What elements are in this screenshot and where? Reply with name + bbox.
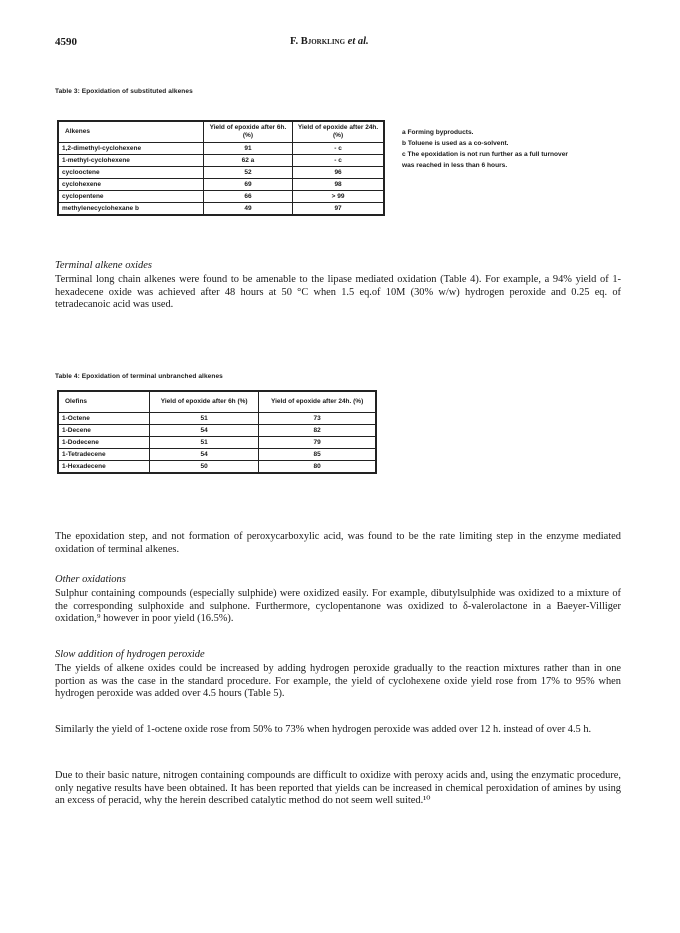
table-row bbox=[58, 179, 384, 191]
table-row bbox=[58, 191, 384, 203]
table3-cell-name: cyclopentene bbox=[58, 191, 203, 203]
table4-cell-y24: 73 bbox=[259, 413, 376, 425]
table3 bbox=[57, 120, 385, 216]
table4-col-olefins: Olefins bbox=[58, 391, 150, 413]
table-row bbox=[58, 143, 384, 155]
table-row bbox=[58, 167, 384, 179]
footnote-c: c The epoxidation is not run further as a full turnover was reached in less than 6 hours. bbox=[402, 151, 568, 169]
table4-header-row bbox=[58, 391, 376, 413]
table4-cell-y6: 51 bbox=[150, 413, 259, 425]
running-header bbox=[290, 36, 369, 47]
footnote-a: a Forming byproducts. bbox=[402, 129, 474, 136]
heading-terminal-alkene-oxides: Terminal alkene oxides bbox=[55, 260, 153, 271]
table4-cell-y6: 54 bbox=[150, 449, 259, 461]
table4-cell-y24: 79 bbox=[259, 437, 376, 449]
table3-caption: Table 3: Epoxidation of substituted alkenes bbox=[55, 88, 193, 95]
table3-footnotes bbox=[402, 127, 572, 171]
paragraph-slow-addition: The yields of alkene oxides could be increased by adding hydrogen peroxide gradually to the reaction mixtures rather than in one portion as was the case in the standard procedure. For example, the yield of cyclohexene oxide yield rose from 17% to 95% when hydrogen peroxide was added over 4.5 hours (Table 5). bbox=[55, 663, 621, 700]
paragraph-rate-limiting: The epoxidation step, and not formation of peroxycarboxylic acid, was found to be the rate limiting step in the enzyme mediated oxidation of terminal alkenes. bbox=[55, 531, 621, 555]
table-row bbox=[58, 425, 376, 437]
table3-col-yield-24h: Yield of epoxide after 24h. (%) bbox=[293, 121, 384, 143]
footnote-b: b Toluene is used as a co-solvent. bbox=[402, 140, 509, 147]
table4-cell-name: 1-Dodecene bbox=[58, 437, 150, 449]
et-al: et al. bbox=[347, 36, 369, 47]
table-row bbox=[58, 437, 376, 449]
paragraph-nitrogen-compounds: Due to their basic nature, nitrogen containing compounds are difficult to oxidize with peroxy acids and, using the enzymatic procedure, only negative results have been obtained. It has been reported that yields can be increased in chemical peroxidation of amines by using an excess of peracid, why the herein described catalytic method do not seem well suited.¹⁰ bbox=[55, 770, 621, 807]
table3-cell-name: cyclohexene bbox=[58, 179, 203, 191]
table3-cell-y6: 62 a bbox=[203, 155, 292, 167]
table4-col-yield-24h: Yield of epoxide after 24h. (%) bbox=[259, 391, 376, 413]
table-row bbox=[58, 413, 376, 425]
table4-cell-y24: 85 bbox=[259, 449, 376, 461]
table-row bbox=[58, 203, 384, 216]
table4-cell-y24: 82 bbox=[259, 425, 376, 437]
heading-other-oxidations: Other oxidations bbox=[55, 574, 126, 585]
table3-cell-name: methylenecyclohexane b bbox=[58, 203, 203, 216]
table3-col-yield-6h: Yield of epoxide after 6h. (%) bbox=[203, 121, 292, 143]
table4-cell-name: 1-Tetradecene bbox=[58, 449, 150, 461]
paragraph-other-oxidations: Sulphur containing compounds (especially sulphide) were oxidized easily. For example, dibutylsulphide was oxidized to a mixture of the corresponding sulphoxide and sulphone. Furthermore, cyclopentanone was oxidized to δ-valerolactone in a Baeyer-Villiger oxidation,⁹ however in poor yield (16.5%). bbox=[55, 588, 621, 625]
table3-cell-y6: 69 bbox=[203, 179, 292, 191]
table3-cell-y24: 98 bbox=[293, 179, 384, 191]
table3-cell-name: cyclooctene bbox=[58, 167, 203, 179]
table4-caption: Table 4: Epoxidation of terminal unbranched alkenes bbox=[55, 373, 223, 380]
table3-cell-y24: - c bbox=[293, 143, 384, 155]
table3-cell-y24: 97 bbox=[293, 203, 384, 216]
table-row bbox=[58, 461, 376, 474]
table-row bbox=[58, 449, 376, 461]
table4-cell-y6: 54 bbox=[150, 425, 259, 437]
paragraph-1-octene: Similarly the yield of 1-octene oxide rose from 50% to 73% when hydrogen peroxide was added over 12 h. instead of over 4.5 h. bbox=[55, 724, 592, 735]
table3-cell-name: 1-methyl-cyclohexene bbox=[58, 155, 203, 167]
table3-cell-y6: 49 bbox=[203, 203, 292, 216]
table3-cell-y24: - c bbox=[293, 155, 384, 167]
table-row bbox=[58, 155, 384, 167]
table4-col-yield-6h: Yield of epoxide after 6h (%) bbox=[150, 391, 259, 413]
author-name: F. Bjorkling bbox=[290, 36, 346, 47]
page-number: 4590 bbox=[55, 36, 77, 48]
table3-cell-y24: > 99 bbox=[293, 191, 384, 203]
table3-cell-y24: 96 bbox=[293, 167, 384, 179]
table3-cell-y6: 91 bbox=[203, 143, 292, 155]
table4 bbox=[57, 390, 377, 474]
table3-cell-name: 1,2-dimethyl-cyclohexene bbox=[58, 143, 203, 155]
table4-cell-y6: 51 bbox=[150, 437, 259, 449]
table3-cell-y6: 52 bbox=[203, 167, 292, 179]
table4-cell-name: 1-Hexadecene bbox=[58, 461, 150, 474]
table4-cell-y24: 80 bbox=[259, 461, 376, 474]
table3-cell-y6: 66 bbox=[203, 191, 292, 203]
table3-header-row bbox=[58, 121, 384, 143]
table4-cell-y6: 50 bbox=[150, 461, 259, 474]
table4-cell-name: 1-Decene bbox=[58, 425, 150, 437]
table4-cell-name: 1-Octene bbox=[58, 413, 150, 425]
table3-col-alkenes: Alkenes bbox=[58, 121, 203, 143]
heading-slow-addition: Slow addition of hydrogen peroxide bbox=[55, 649, 205, 660]
paragraph-terminal-alkene-oxides: Terminal long chain alkenes were found to be amenable to the lipase mediated oxidation (Table 4). For example, a 94% yield of 1-hexadecene oxide was achieved after 48 hours at 50 °C when 1.5 eq.of 10M (30% w/w) hydrogen peroxide and 0.25 eq. of tetradecanoic acid was used. bbox=[55, 274, 621, 311]
